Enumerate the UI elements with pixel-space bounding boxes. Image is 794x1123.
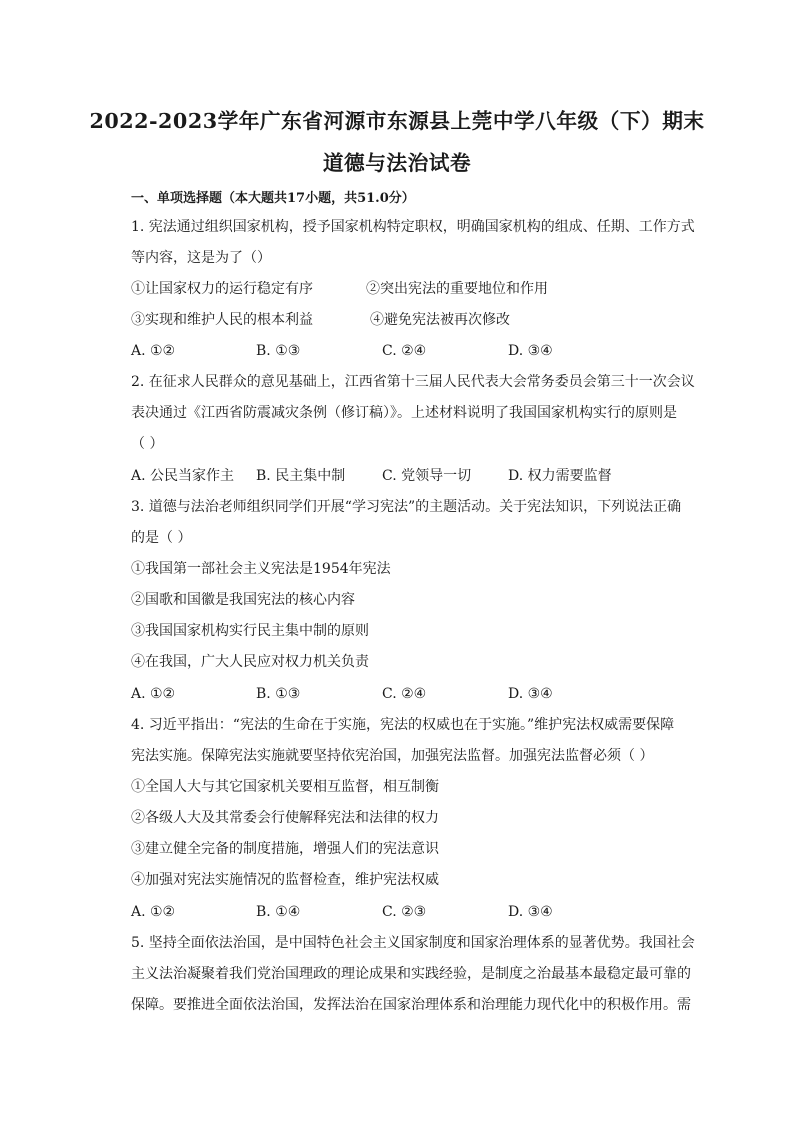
q1-statement-4: ④避免宪法被再次修改 bbox=[370, 312, 510, 328]
section-heading: 一、单项选择题（本大题共17小题，共51.0分） bbox=[131, 191, 415, 206]
q3-option-a: A. ①② bbox=[131, 686, 176, 702]
q3-option-b: B. ①③ bbox=[256, 686, 301, 702]
q4-stem-line1: 4. 习近平指出：“宪法的生命在于实施，宪法的权威也在于实施。”维护宪法权威需要保障 bbox=[131, 717, 675, 733]
q2-option-c: C. 党领导一切 bbox=[382, 468, 472, 484]
q1-option-d: D. ③④ bbox=[508, 343, 553, 359]
q4-statement-1: ①全国人大与其它国家机关要相互监督，相互制衡 bbox=[131, 779, 439, 795]
q2-stem-line2: 表决通过《江西省防震减灾条例（修订稿）》。上述材料说明了我国国家机构实行的原则是 bbox=[131, 405, 677, 421]
q4-statement-4: ④加强对宪法实施情况的监督检查，维护宪法权威 bbox=[131, 872, 439, 888]
q1-statement-2: ②突出宪法的重要地位和作用 bbox=[366, 281, 548, 297]
q4-option-c: C. ②③ bbox=[382, 904, 427, 920]
exam-title-line1: 2022-2023学年广东省河源市东源县上莞中学八年级（下）期末 bbox=[89, 109, 705, 133]
exam-title-line2: 道德与法治试卷 bbox=[322, 151, 472, 175]
q1-option-a: A. ①② bbox=[131, 343, 176, 359]
q3-option-d: D. ③④ bbox=[508, 686, 553, 702]
q5-stem-line3: 保障。要推进全面依法治国，发挥法治在国家治理体系和治理能力现代化中的积极作用。需 bbox=[131, 997, 691, 1013]
q1-stem-line1: 1. 宪法通过组织国家机构，授予国家机构特定职权，明确国家机构的组成、任期、工作方式 bbox=[131, 219, 695, 235]
q2-stem-line3: （ ） bbox=[131, 436, 164, 452]
q3-statement-1: ①我国第一部社会主义宪法是1954年宪法 bbox=[131, 561, 391, 577]
q3-statement-4: ④在我国，广大人民应对权力机关负责 bbox=[131, 654, 369, 670]
q4-statement-3: ③建立健全完备的制度措施，增强人们的宪法意识 bbox=[131, 841, 439, 857]
q4-option-b: B. ①④ bbox=[256, 904, 301, 920]
q3-stem-line1: 3. 道德与法治老师组织同学们开展“学习宪法”的主题活动。关于宪法知识，下列说法正确 bbox=[131, 499, 682, 515]
q4-stem-line2: 宪法实施。保障宪法实施就要坚持依宪治国，加强宪法监督。加强宪法监督必须（ ） bbox=[131, 748, 654, 764]
q2-option-d: D. 权力需要监督 bbox=[508, 468, 612, 484]
q3-option-c: C. ②④ bbox=[382, 686, 427, 702]
q3-statement-3: ③我国国家机构实行民主集中制的原则 bbox=[131, 623, 369, 639]
q2-option-b: B. 民主集中制 bbox=[256, 468, 346, 484]
q4-option-a: A. ①② bbox=[131, 904, 176, 920]
q2-option-a: A. 公民当家作主 bbox=[131, 468, 235, 484]
q2-stem-line1: 2. 在征求人民群众的意见基础上，江西省第十三届人民代表大会常务委员会第三十一次会议 bbox=[131, 374, 695, 390]
q5-stem-line1: 5. 坚持全面依法治国，是中国特色社会主义国家制度和国家治理体系的显著优势。我国社会 bbox=[131, 935, 695, 951]
q4-statement-2: ②各级人大及其常委会行使解释宪法和法律的权力 bbox=[131, 810, 439, 826]
q1-stem-line2: 等内容，这是为了（） bbox=[131, 250, 271, 266]
q1-option-c: C. ②④ bbox=[382, 343, 427, 359]
q1-statement-3: ③实现和维护人民的根本利益 bbox=[131, 312, 313, 328]
q5-stem-line2: 主义法治凝聚着我们党治国理政的理论成果和实践经验，是制度之治最基本最稳定最可靠的 bbox=[131, 966, 691, 982]
q4-option-d: D. ③④ bbox=[508, 904, 553, 920]
q3-statement-2: ②国歌和国徽是我国宪法的核心内容 bbox=[131, 592, 355, 608]
q1-statement-1: ①让国家权力的运行稳定有序 bbox=[131, 281, 313, 297]
q1-option-b: B. ①③ bbox=[256, 343, 301, 359]
q3-stem-line2: 的是（ ） bbox=[131, 530, 192, 546]
